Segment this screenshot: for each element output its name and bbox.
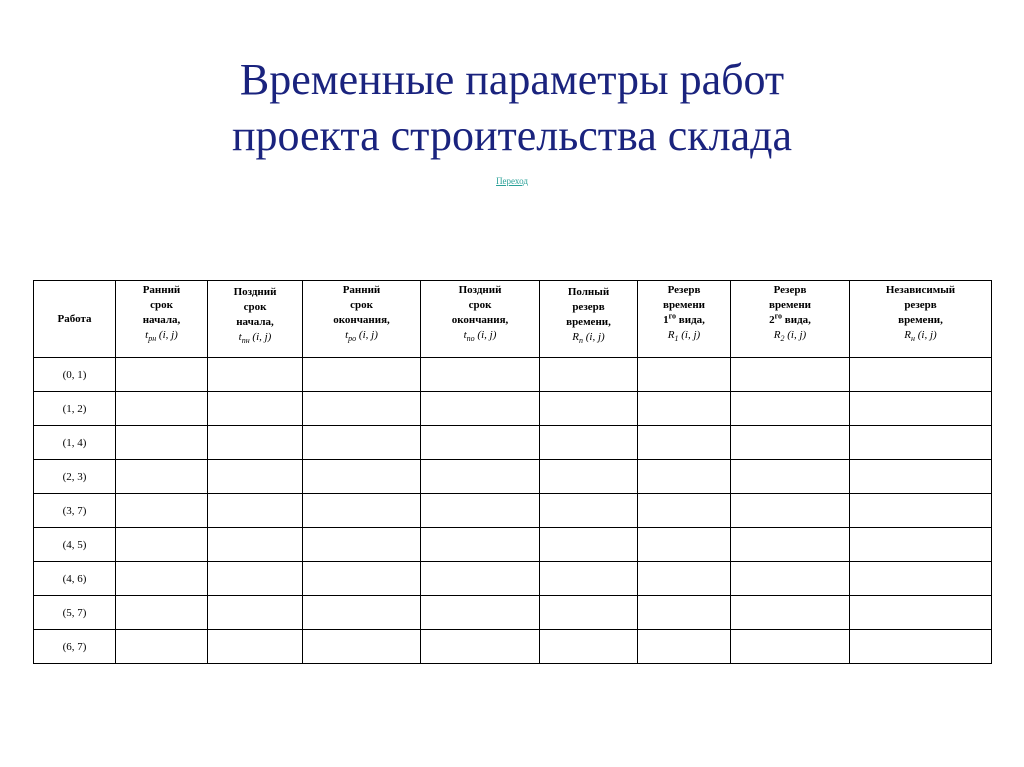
table-cell	[208, 460, 303, 494]
table-cell	[116, 426, 208, 460]
table-cell	[731, 392, 850, 426]
formula-r-n: $R_н$ (i, j)	[904, 329, 937, 344]
work-label: (4, 5)	[34, 528, 116, 562]
table-cell	[421, 460, 540, 494]
table-cell	[421, 630, 540, 664]
table-cell	[303, 494, 421, 528]
formula-r-p: $R_п$ (i, j)	[572, 331, 605, 346]
table-cell	[421, 392, 540, 426]
table-cell	[303, 426, 421, 460]
table-cell	[303, 562, 421, 596]
table-row	[34, 630, 992, 664]
table-cell	[303, 392, 421, 426]
table-cell	[208, 528, 303, 562]
table-cell	[303, 630, 421, 664]
title-line-1: Временные параметры работ	[239, 55, 785, 104]
table-cell	[850, 426, 992, 460]
table-cell	[540, 392, 638, 426]
table-cell	[850, 358, 992, 392]
work-label: (5, 7)	[34, 596, 116, 630]
table-cell	[731, 528, 850, 562]
work-label: (1, 2)	[34, 392, 116, 426]
table-cell	[421, 358, 540, 392]
table-cell	[731, 426, 850, 460]
title-line-2: проекта строительства склада	[231, 111, 793, 160]
table-cell	[731, 596, 850, 630]
header-float-type-2: Резерв времени $2^{го}$ вида, $R_2$ (i, j)	[731, 281, 850, 358]
table-cell	[850, 494, 992, 528]
table-cell	[208, 358, 303, 392]
table-cell	[638, 494, 731, 528]
table-cell	[850, 630, 992, 664]
table-cell	[540, 596, 638, 630]
table-row	[34, 392, 992, 426]
table-cell	[731, 630, 850, 664]
work-label: (3, 7)	[34, 494, 116, 528]
formula-t-po: $t_{по}$ (i, j)	[463, 329, 497, 344]
table-cell	[540, 358, 638, 392]
table-cell	[116, 528, 208, 562]
header-late-start: Поздний срок начала, $t_{пн}$ (i, j)	[208, 281, 303, 358]
table-cell	[208, 392, 303, 426]
header-independent-float: Независимый резерв времени, $R_н$ (i, j)	[850, 281, 992, 358]
table-cell	[303, 596, 421, 630]
table-row	[34, 494, 992, 528]
table-cell	[421, 596, 540, 630]
work-label: (6, 7)	[34, 630, 116, 664]
work-parameters-table	[33, 280, 992, 664]
table-cell	[208, 630, 303, 664]
formula-r-1: $R_1$ (i, j)	[667, 329, 701, 344]
table-cell	[303, 528, 421, 562]
table-cell	[638, 562, 731, 596]
table-cell	[421, 528, 540, 562]
table-cell	[850, 528, 992, 562]
table-row	[34, 426, 992, 460]
table-cell	[638, 358, 731, 392]
header-row	[34, 281, 992, 358]
header-early-start: Ранний срок начала, $t_{рн}$ (i, j)	[116, 281, 208, 358]
table-cell	[638, 392, 731, 426]
table-row	[34, 528, 992, 562]
table-cell	[540, 528, 638, 562]
header-early-finish: Ранний срок окончания, $t_{ро}$ (i, j)	[303, 281, 421, 358]
table-cell	[116, 630, 208, 664]
table-cell	[208, 494, 303, 528]
work-label: (2, 3)	[34, 460, 116, 494]
table-cell	[208, 562, 303, 596]
table-cell	[638, 426, 731, 460]
work-label: (0, 1)	[34, 358, 116, 392]
table-cell	[638, 528, 731, 562]
table-cell	[638, 596, 731, 630]
header-float-type-1: Резерв времени $1^{го}$ вида, $R_1$ (i, j)	[638, 281, 731, 358]
table-row	[34, 460, 992, 494]
table-cell	[208, 596, 303, 630]
table-cell	[540, 460, 638, 494]
table-cell	[116, 562, 208, 596]
table-cell	[540, 494, 638, 528]
formula-t-ro: $t_{ро}$ (i, j)	[345, 329, 378, 344]
table-cell	[116, 358, 208, 392]
transition-link[interactable]: Переход	[496, 176, 528, 186]
header-total-float: Полный резерв времени, $R_п$ (i, j)	[540, 281, 638, 358]
table-cell	[540, 562, 638, 596]
table-cell	[850, 596, 992, 630]
table-cell	[116, 392, 208, 426]
table-cell	[303, 460, 421, 494]
table-cell	[421, 562, 540, 596]
table-cell	[638, 630, 731, 664]
table-cell	[116, 494, 208, 528]
header-late-finish: Поздний срок окончания, $t_{по}$ (i, j)	[421, 281, 540, 358]
table-cell	[638, 460, 731, 494]
table-cell	[208, 426, 303, 460]
table-cell	[421, 494, 540, 528]
table-row	[34, 358, 992, 392]
table-row	[34, 596, 992, 630]
table-cell	[731, 494, 850, 528]
table-cell	[540, 630, 638, 664]
table-cell	[421, 426, 540, 460]
table-row	[34, 562, 992, 596]
table-cell	[116, 596, 208, 630]
formula-t-rn: $t_{рн}$ (i, j)	[145, 329, 178, 344]
table-cell	[731, 562, 850, 596]
table-cell	[731, 358, 850, 392]
table-cell	[850, 460, 992, 494]
work-label: (4, 6)	[34, 562, 116, 596]
table-cell	[850, 392, 992, 426]
work-label: (1, 4)	[34, 426, 116, 460]
table-cell	[540, 426, 638, 460]
formula-r-2: $R_2$ (i, j)	[773, 329, 807, 344]
formula-t-pn: $t_{пн}$ (i, j)	[238, 331, 272, 346]
table-cell	[731, 460, 850, 494]
table-cell	[303, 358, 421, 392]
header-work: Работа	[34, 281, 116, 358]
slide-title	[0, 52, 1024, 164]
table-cell	[850, 562, 992, 596]
table-cell	[116, 460, 208, 494]
